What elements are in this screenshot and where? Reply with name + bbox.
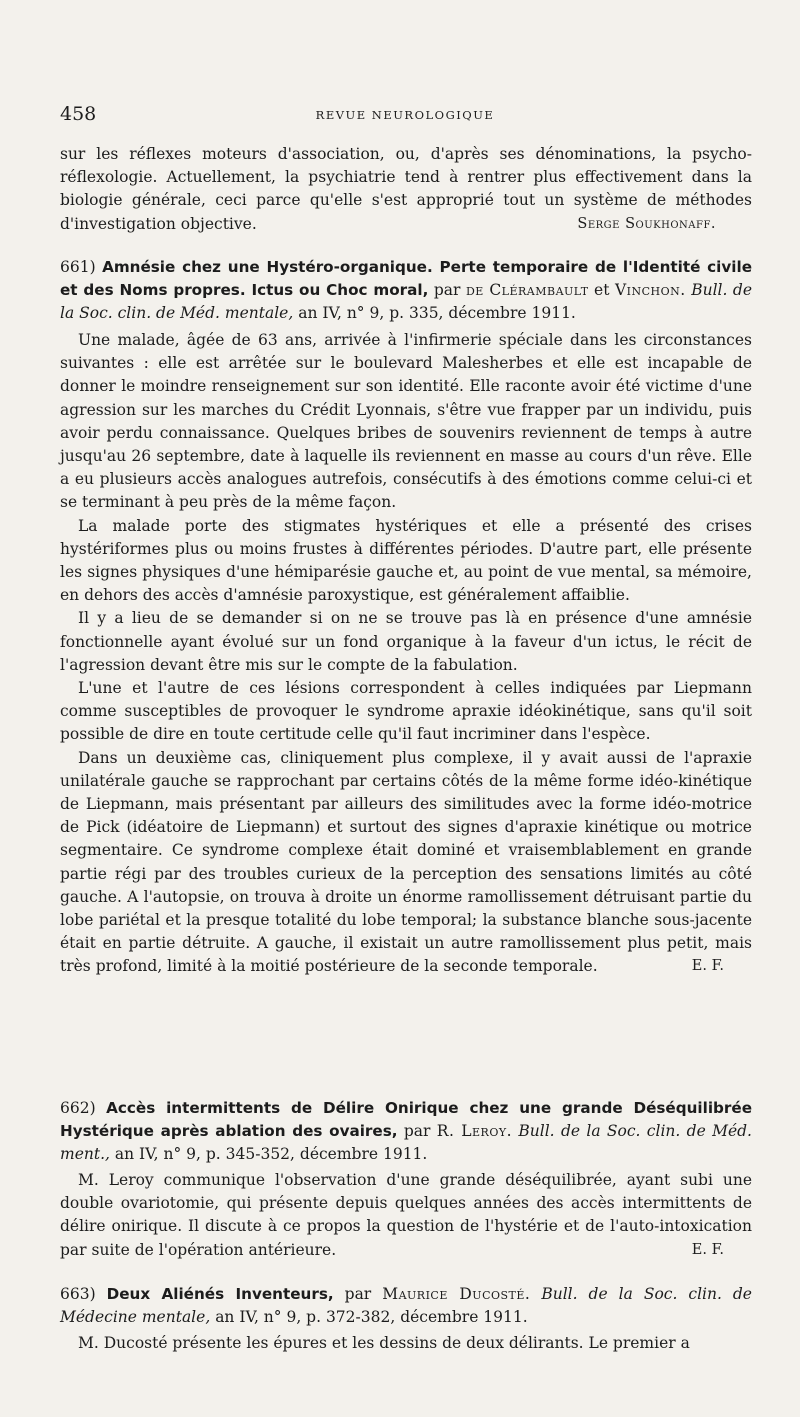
intro-text: sur les réflexes moteurs d'association, ou, d'après ses dénominations, la psycho-réflexologie. Actuellement, la psychiatrie tend à rentrer plus effectivement dans la biologie générale, ceci parce qu'elle s'est approprié tout un système de méthodes d'investigation objective. xyxy=(60,145,752,233)
article-662-reference: an IV, n° 9, p. 345-352, décembre 1911. xyxy=(114,1145,428,1163)
article-661-signature: E. F. xyxy=(691,958,724,975)
article-662-paragraph xyxy=(60,1169,752,1262)
article-661-paragraph-2: La malade porte des stigmates hystériques et elle a présenté des crises hystériformes plus ou moins frustes à différentes périodes. D'autre part, elle présente les signes physiques d'une hémiparésie gauche et, au point de vue mental, sa mémoire, en dehors des accès d'amnésie paroxystique, est généralement affaiblie. xyxy=(60,516,752,605)
intro-signature: Serge Soukhonaff. xyxy=(577,215,716,232)
article-662-journal: Bull. de la Soc. clin. de Méd. ment., xyxy=(60,1122,752,1163)
article-663-heading xyxy=(60,1283,752,1329)
article-661-paragraph-3: Il y a lieu de se demander si on ne se trouve pas là en présence d'une amnésie fonctionnelle ayant évolué sur un fond organique à la faveur d'un ictus, le récit de l'agression devant être mis sur le compte de la fabulation. xyxy=(60,609,752,674)
article-661-journal: Bull. de la Soc. clin. de Méd. mentale, xyxy=(60,281,753,322)
page-header xyxy=(60,103,750,127)
article-661 xyxy=(60,256,752,979)
article-661-heading xyxy=(60,256,752,325)
article-661-number: 661) xyxy=(60,258,96,276)
article-661-by: par xyxy=(433,281,461,299)
article-663-journal: Bull. de la Soc. clin. de Médecine mentale, xyxy=(60,1285,752,1326)
intro-paragraph xyxy=(60,143,752,236)
article-661-paragraph-4: L'une et l'autre de ces lésions correspondent à celles indiquées par Liepmann comme susceptibles de provoquer le syndrome apraxie idéokinétique, sans qu'il soit possible de dire en toute certitude celle qu'il faut incriminer dans l'espèce. xyxy=(60,679,752,744)
article-662-heading xyxy=(60,1097,752,1166)
article-662-paragraph-text: M. Leroy communique l'observation d'une grande déséquilibrée, ayant subi une double ovariotomie, qui présente depuis quelques années des accès intermittents de délire onirique. Il discute à ce propos la question de l'hystérie et de l'auto-intoxication par suite de l'opération antérieure. xyxy=(60,1171,752,1259)
article-661-author1: Clérambault xyxy=(489,281,589,299)
article-662-title: Accès intermittents de Délire Onirique chez une grande Déséquilibrée Hystérique après ablation des ovaires, xyxy=(60,1099,752,1140)
article-661-paragraph-5-text: Dans un deuxième cas, cliniquement plus complexe, il y avait aussi de l'apraxie unilatérale gauche se rapprochant par certains côtés de la même forme idéo-kinétique de Liepmann, mais présentant par ailleurs des similitudes avec la forme idéo-motrice de Pick (idéatoire de Liepmann) et surtout des signes d'apraxie kinétique ou motrice segmentaire. Ce syndrome complexe était dominé et vraisemblablement en grande partie régi par des troubles curieux de la perception des sensations limités au côté gauche. A l'autopsie, on trouva à droite un énorme ramollissement détruisant partie du lobe pariétal et la presque totalité du lobe temporal; la substance blanche sous-jacente était en partie détruite. A gauche, il existait un autre ramollissement plus petit, mais très profond, limité à la moitié postérieure de la seconde temporale. xyxy=(60,748,752,976)
intro-block xyxy=(60,143,752,236)
article-662-author: R. Leroy. xyxy=(436,1122,513,1140)
article-661-title: Amnésie chez une Hystéro-organique. Perte temporaire de l'Identité civile et des Noms propres. Ictus ou Choc moral, xyxy=(60,258,752,299)
article-661-reference: an IV, n° 9, p. 335, décembre 1911. xyxy=(298,304,576,322)
article-661-author2: Vinchon. xyxy=(614,281,686,299)
article-661-authors-prefix: de xyxy=(465,281,484,299)
running-title: REVUE NEUROLOGIQUE xyxy=(315,108,495,122)
article-662-by: par xyxy=(403,1122,431,1140)
article-663 xyxy=(60,1283,752,1355)
article-662-number: 662) xyxy=(60,1099,96,1117)
article-663-paragraph: M. Ducosté présente les épures et les dessins de deux délirants. Le premier a xyxy=(78,1334,690,1352)
article-663-reference: an IV, n° 9, p. 372-382, décembre 1911. xyxy=(215,1308,528,1326)
article-662 xyxy=(60,1097,752,1262)
article-663-author: Maurice Ducosté. xyxy=(382,1285,531,1303)
article-661-paragraph-1: Une malade, âgée de 63 ans, arrivée à l'infirmerie spéciale dans les circonstances suivantes : elle est arrêtée sur le boulevard Malesherbes et elle est incapable de donner le moindre renseignement sur son identité. Elle raconte avoir été victime d'une agression sur les marches du Crédit Lyonnais, s'être vue frapper par un individu, puis avoir perdu connaissance. Quelques bribes de souvenirs reviennent de temps à autre jusqu'au 26 septembre, date à laquelle ils reviennent en masse au cours d'un rêve. Elle a eu plusieurs accès analogues autrefois, consécutifs à des émotions comme celui-ci et se terminant à peu près de la même façon. xyxy=(60,331,752,512)
article-663-by: par xyxy=(344,1285,372,1303)
article-662-signature: E. F. xyxy=(691,1241,724,1258)
article-661-and: et xyxy=(594,281,610,299)
article-663-number: 663) xyxy=(60,1285,96,1303)
article-663-title: Deux Aliénés Inventeurs, xyxy=(106,1285,334,1303)
article-661-paragraph-5 xyxy=(60,747,752,979)
page-number: 458 xyxy=(60,103,97,125)
